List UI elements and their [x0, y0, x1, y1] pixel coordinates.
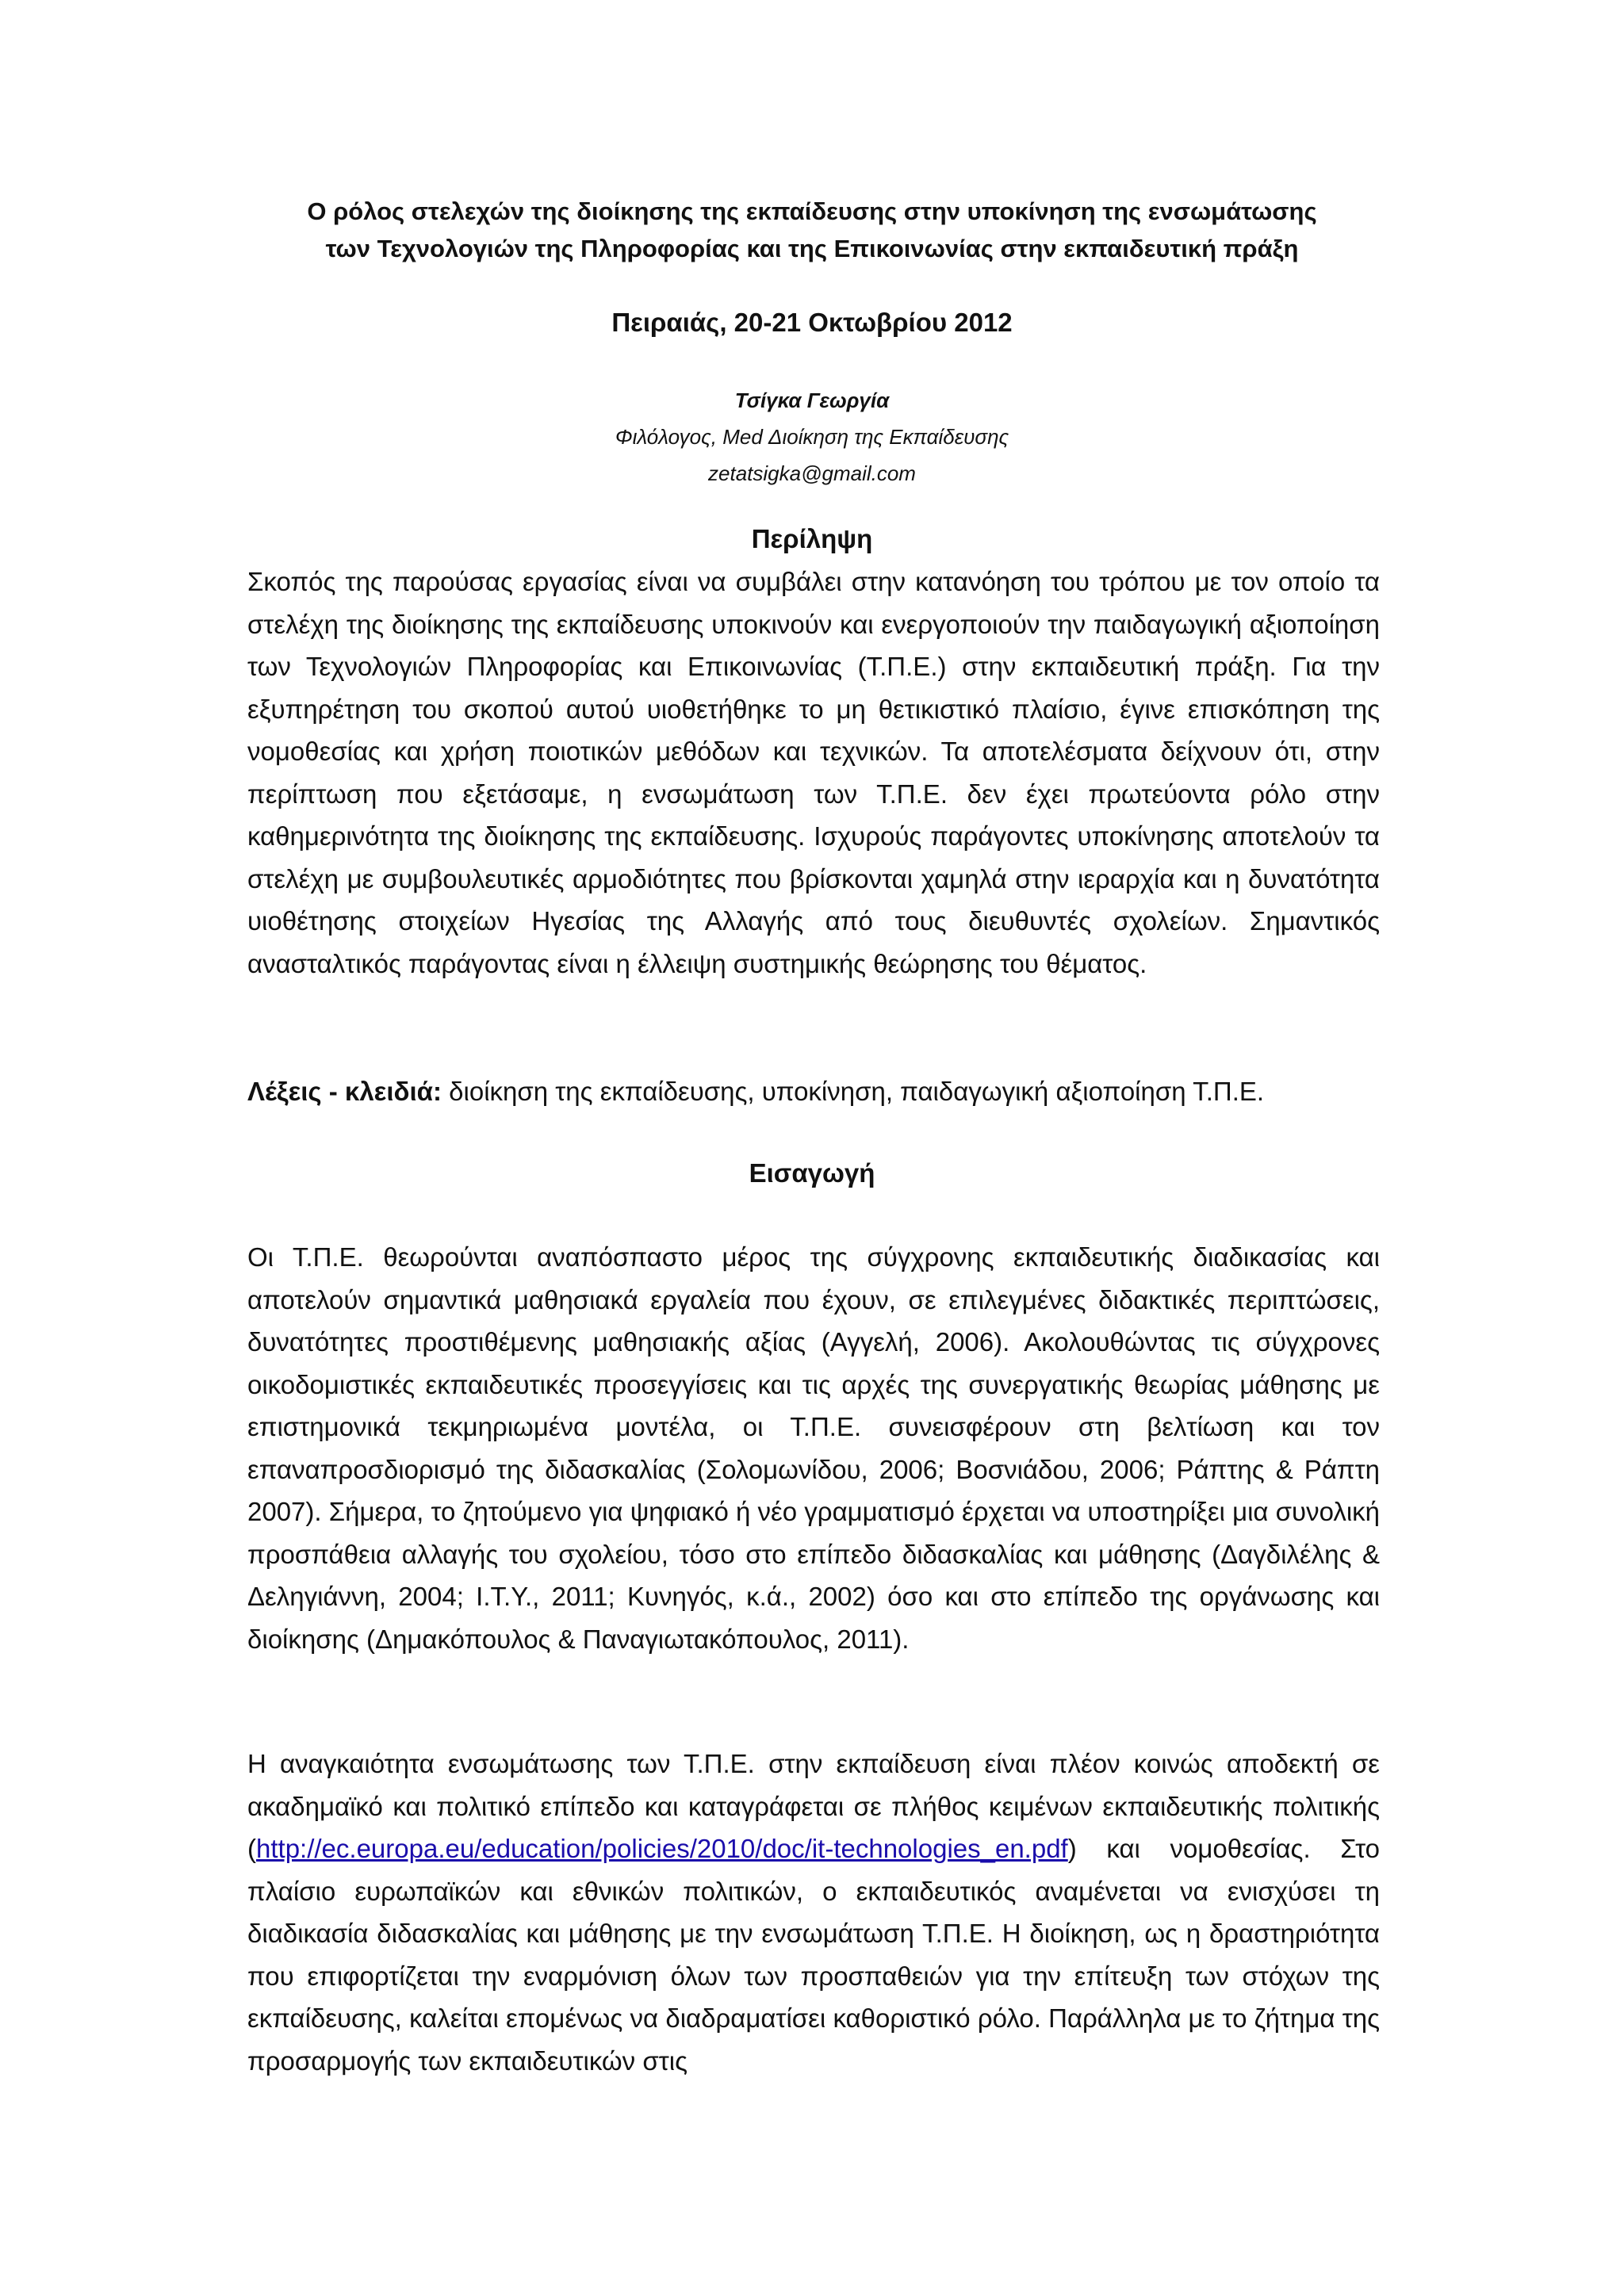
abstract-text: Σκοπός της παρούσας εργασίας είναι να συμβάλει στην κατανόηση του τρόπου με τον οποίο τα στελέχη της διοίκησης της εκπαίδευσης υποκινούν και ενεργοποιούν την παιδαγωγική αξιοποίηση των Τεχνολογιών Πληροφορίας και Επικοινωνίας (Τ.Π.Ε.) στην εκπαιδευτική πράξη. Για την εξυπηρέτηση του σκοπού αυτού υιοθετήθηκε το μη θετικιστικό πλαίσιο, έγινε επισκόπηση της νομοθεσίας και χρήση ποιοτικών μεθόδων και τεχνικών. Τα αποτελέσματα δείχνουν ότι, στην περίπτωση που εξετάσαμε, η ενσωμάτωση των Τ.Π.Ε. δεν έχει πρωτεύοντα ρόλο στην καθημερινότητα της διοίκησης της εκπαίδευσης. Ισχυρούς παράγοντες υποκίνησης αποτελούν τα στελέχη με συμβουλευτικές αρμοδιότητες που βρίσκονται χαμηλά στην ιεραρχία και η δυνατότητα υιοθέτησης στοιχείων Ηγεσίας της Αλλαγής από τους διευθυντές σχολείων. Σημαντικός ανασταλτικός παράγοντας είναι η έλλειψη συστημικής θεώρησης του θέματος.: [247, 567, 1380, 978]
keywords-label: Λέξεις - κλειδιά:: [247, 1077, 442, 1106]
abstract-heading: Περίληψη: [751, 524, 873, 553]
paper-title: [159, 193, 1465, 267]
paragraph-2-text-before-link: Η αναγκαιότητα ενσωμάτωσης των Τ.Π.Ε. στην εκπαίδευση είναι πλέον κοινώς αποδεκτή σε ακαδημαϊκό και πολιτικό επίπεδο και καταγράφεται σε πλήθος κειμένων εκπαιδευτικής πολιτικής (: [247, 1749, 1380, 1863]
author-email: zetatsigka@gmail.com: [708, 461, 916, 485]
author-name: Τσίγκα Γεωργία: [734, 388, 890, 412]
author-block: [159, 382, 1465, 492]
author-affiliation: Φιλόλογος, Med Διοίκηση της Εκπαίδευσης: [615, 425, 1009, 449]
paper-title-line-1: Ο ρόλος στελεχών της διοίκησης της εκπαίδευσης στην υποκίνηση της ενσωμάτωσης: [307, 197, 1317, 225]
introduction-paragraph-1: Οι Τ.Π.Ε. θεωρούνται αναπόσπαστο μέρος της σύγχρονης εκπαιδευτικής διαδικασίας και αποτελούν σημαντικά μαθησιακά εργαλεία που έχουν, σε επιλεγμένες διδακτικές περιπτώσεις, δυνατότητες προστιθέμενης μαθησιακής αξίας (Αγγελή, 2006). Ακολουθώντας τις σύγχρονες οικοδομιστικές εκπαιδευτικές προσεγγίσεις και τις αρχές της συνεργατικής θεωρίας μάθησης με επιστημονικά τεκμηριωμένα μοντέλα, οι Τ.Π.Ε. συνεισφέρουν στη βελτίωση και τον επαναπροσδιορισμό της διδασκαλίας (Σολομωνίδου, 2006; Βοσνιάδου, 2006; Ράπτης & Ράπτη 2007). Σήμερα, το ζητούμενο για ψηφιακό ή νέο γραμματισμό έρχεται να υποστηρίξει μια συνολική προσπάθεια αλλαγής του σχολείου, τόσο στο επίπεδο διδασκαλίας και μάθησης (Δαγδιλέλης & Δεληγιάννη, 2004; Ι.Τ.Υ., 2011; Κυνηγός, κ.ά., 2002) όσο και στο επίπεδο της οργάνωσης και διοίκησης (Δημακόπουλος & Παναγιωτακόπουλος, 2011).: [247, 1242, 1380, 1654]
paper-title-line-2: των Τεχνολογιών της Πληροφορίας και της Επικοινωνίας στην εκπαιδευτική πράξη: [325, 235, 1299, 262]
keywords-text: διοίκηση της εκπαίδευσης, υποκίνηση, παιδαγωγική αξιοποίηση Τ.Π.Ε.: [441, 1077, 1265, 1106]
keywords-line: [247, 1070, 1380, 1113]
introduction-paragraph-2: [247, 1743, 1380, 2082]
introduction-heading: Εισαγωγή: [749, 1158, 875, 1188]
policy-document-link[interactable]: http://ec.europa.eu/education/policies/2010/doc/it-technologies_en.pdf: [256, 1834, 1068, 1863]
conference-date: Πειραιάς, 20-21 Οκτωβρίου 2012: [611, 308, 1013, 337]
paragraph-2-text-after-link: ) και νομοθεσίας. Στο πλαίσιο ευρωπαϊκών και εθνικών πολιτικών, ο εκπαιδευτικός αναμένεται να ενισχύσει τη διαδικασία διδασκαλίας και μάθησης με την ενσωμάτωση Τ.Π.Ε. Η διοίκηση, ως η δραστηριότητα που επιφορτίζεται την εναρμόνιση όλων των προσπαθειών για την επίτευξη των στόχων της εκπαίδευσης, καλείται επομένως να διαδραματίσει καθοριστικό ρόλο. Παράλληλα με το ζήτημα της προσαρμογής των εκπαιδευτικών στις: [247, 1834, 1380, 2076]
